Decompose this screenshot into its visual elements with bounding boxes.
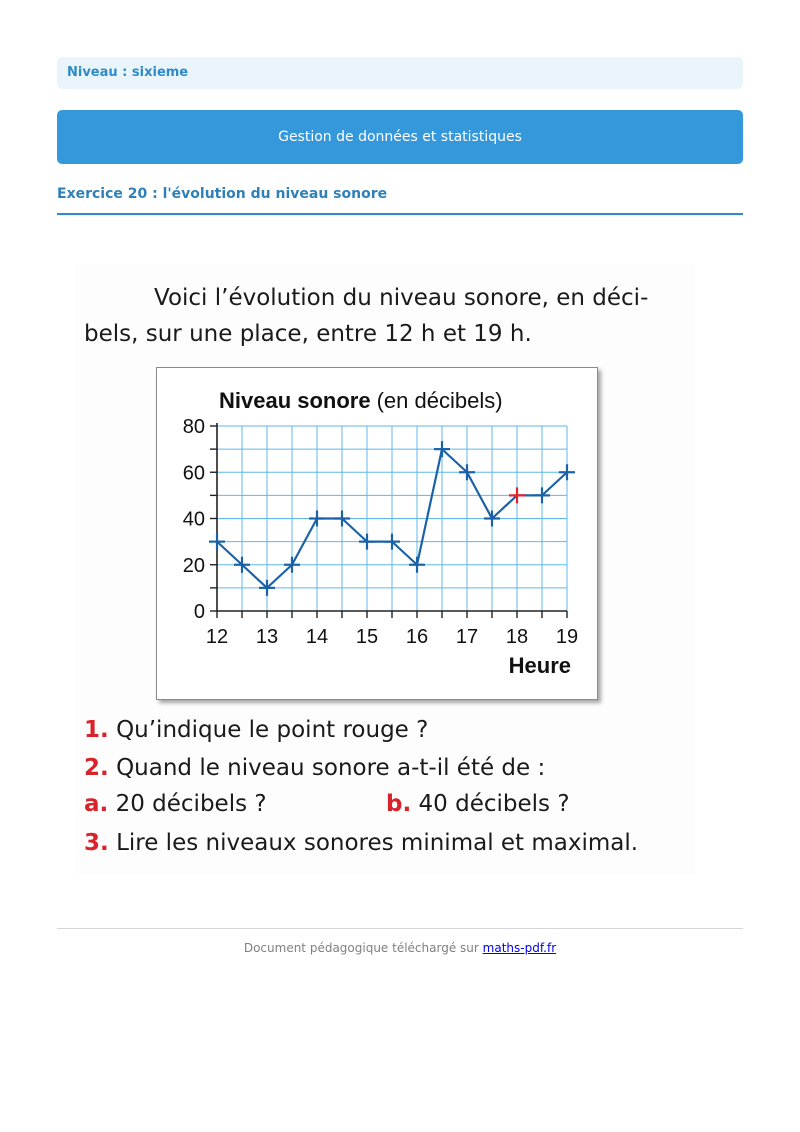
chart-title: Niveau sonore (en décibels) <box>219 388 503 413</box>
topic-banner: Gestion de données et statistiques <box>57 110 743 164</box>
x-tick-label: 14 <box>305 626 329 648</box>
footer-text: Document pédagogique téléchargé sur <box>243 941 479 955</box>
level-box <box>57 57 743 89</box>
x-tick-label: 19 <box>555 626 579 648</box>
level-label: Niveau : sixieme <box>67 65 189 80</box>
question-2a <box>84 791 267 817</box>
footer-divider <box>57 928 743 929</box>
question-3-number: 3. <box>84 830 109 856</box>
exercise-intro <box>84 280 694 352</box>
question-2b <box>386 791 570 817</box>
question-1-text: Qu’indique le point rouge ? <box>116 717 429 743</box>
y-tick-label: 0 <box>193 601 205 623</box>
chart-grid <box>217 426 567 611</box>
question-3-text: Lire les niveaux sonores minimal et maximal. <box>116 830 639 856</box>
question-2a-letter: a. <box>84 791 109 817</box>
question-3 <box>84 830 638 856</box>
sound-level-chart <box>156 367 598 700</box>
x-tick-label: 18 <box>505 626 529 648</box>
y-tick-label: 40 <box>182 508 205 531</box>
y-tick-label: 20 <box>182 554 205 577</box>
intro-line-2: bels, sur une place, entre 12 h et 19 h. <box>84 321 532 347</box>
question-1 <box>84 717 428 743</box>
exercise-title: Exercice 20 : l'évolution du niveau sonore <box>57 186 743 215</box>
question-2-number: 2. <box>84 755 109 781</box>
y-tick-label: 60 <box>182 462 205 485</box>
intro-line-1: Voici l’évolution du niveau sonore, en déci- <box>154 285 649 311</box>
x-tick-label: 17 <box>455 626 479 648</box>
x-tick-label: 16 <box>405 626 429 648</box>
data-point <box>309 511 325 527</box>
y-tick-label: 80 <box>182 416 205 438</box>
question-2b-letter: b. <box>386 791 412 817</box>
question-2a-text: 20 décibels ? <box>115 791 267 817</box>
x-tick-label: 15 <box>355 626 379 648</box>
footer-link[interactable]: maths-pdf.fr <box>482 941 557 955</box>
question-1-number: 1. <box>84 717 109 743</box>
chart-canvas <box>157 368 597 699</box>
question-2-text: Quand le niveau sonore a-t-il été de : <box>116 755 546 781</box>
question-2 <box>84 755 545 781</box>
question-2b-text: 40 décibels ? <box>418 791 570 817</box>
footer <box>0 941 800 955</box>
x-tick-label: 12 <box>205 626 229 648</box>
x-axis-label: Heure <box>508 653 571 678</box>
x-tick-label: 13 <box>255 626 279 648</box>
